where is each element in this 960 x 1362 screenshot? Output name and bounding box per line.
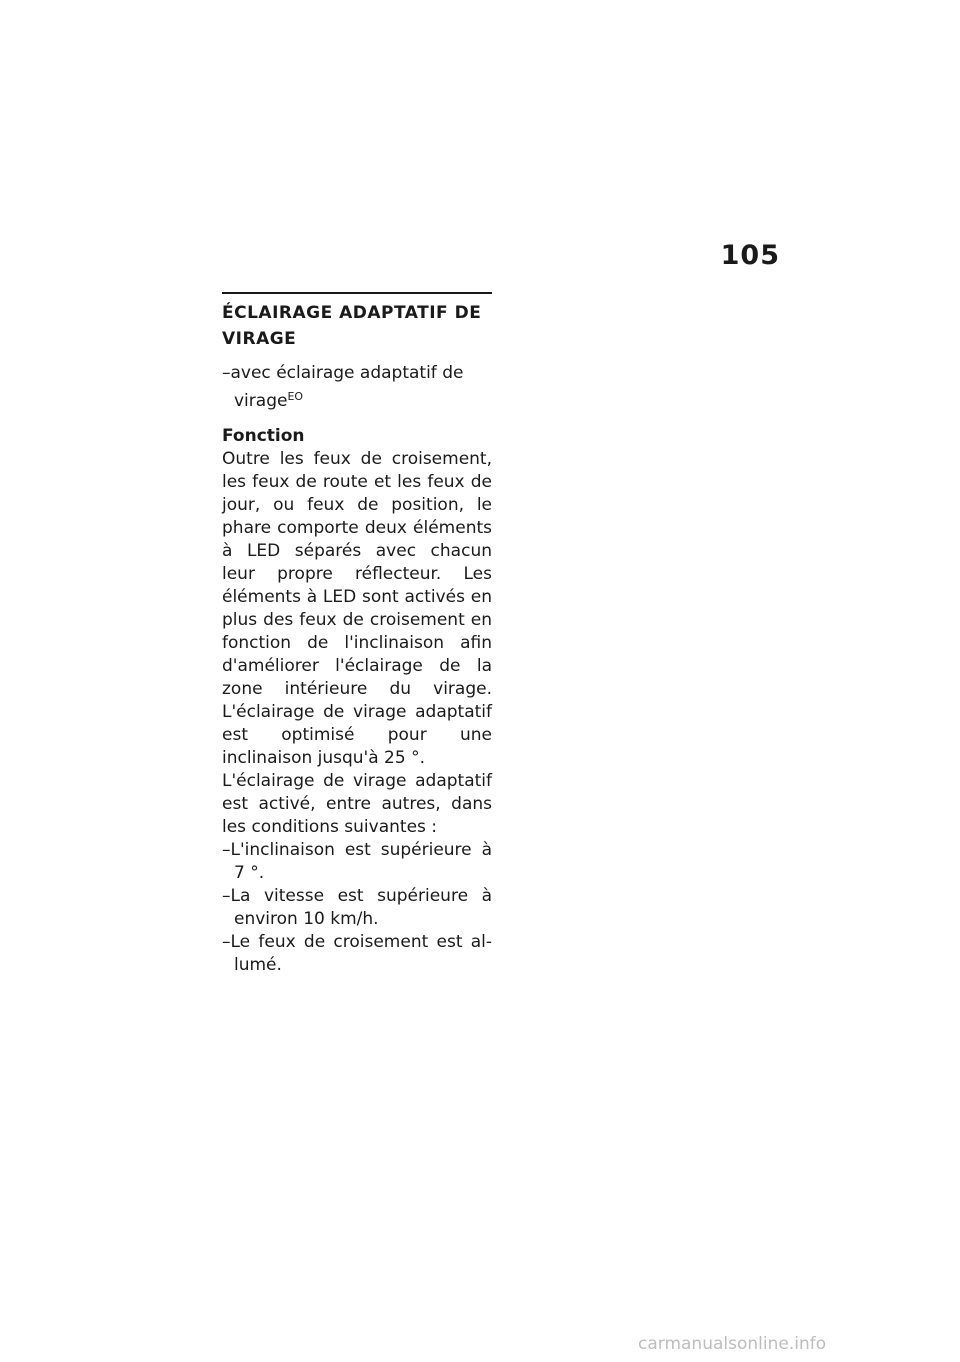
option-text: avec éclairage adaptatif de virage	[230, 363, 464, 411]
content-column	[222, 292, 492, 977]
list-dash: –	[222, 886, 231, 906]
watermark: carmanualsonline.info	[638, 1334, 827, 1354]
option-note	[222, 362, 492, 413]
list-item	[222, 839, 492, 885]
section-title: ÉCLAIRAGE ADAPTATIF DE VIRAGE	[222, 303, 482, 349]
condition-text: Le feux de croisement est al- lumé.	[230, 932, 492, 975]
paragraph-description: Outre les feux de croisement, les feux de route et les feux de jour, ou feux de position, le phare comporte deux éléments à LED séparés avec chacun leur propre réflecteur. Les éléments à LED sont activés en plus des feux de croisement en fonction de l'inclinaison afin d'améliorer l'éclairage de la zone intérieure du virage. L'éclairage de virage adaptatif est optimisé pour une inclinaison jusqu'à 25 °.	[222, 449, 492, 768]
list-item	[222, 885, 492, 931]
list-dash: –	[222, 840, 231, 860]
condition-text: La vitesse est supérieure à environ 10 km/h.	[230, 886, 492, 929]
page-number: 105	[720, 240, 780, 271]
conditions-list	[222, 839, 492, 977]
subheading-function: Fonction	[222, 426, 305, 446]
list-dash: –	[222, 932, 231, 952]
option-code: EO	[287, 390, 304, 403]
paragraph-conditions-intro: L'éclairage de virage adaptatif est activé, entre autres, dans les conditions suivantes :	[222, 771, 492, 837]
list-item	[222, 931, 492, 977]
condition-text: L'inclinaison est supérieure à 7 °.	[230, 840, 492, 883]
section-rule	[222, 292, 492, 294]
option-dash: –	[222, 363, 231, 383]
